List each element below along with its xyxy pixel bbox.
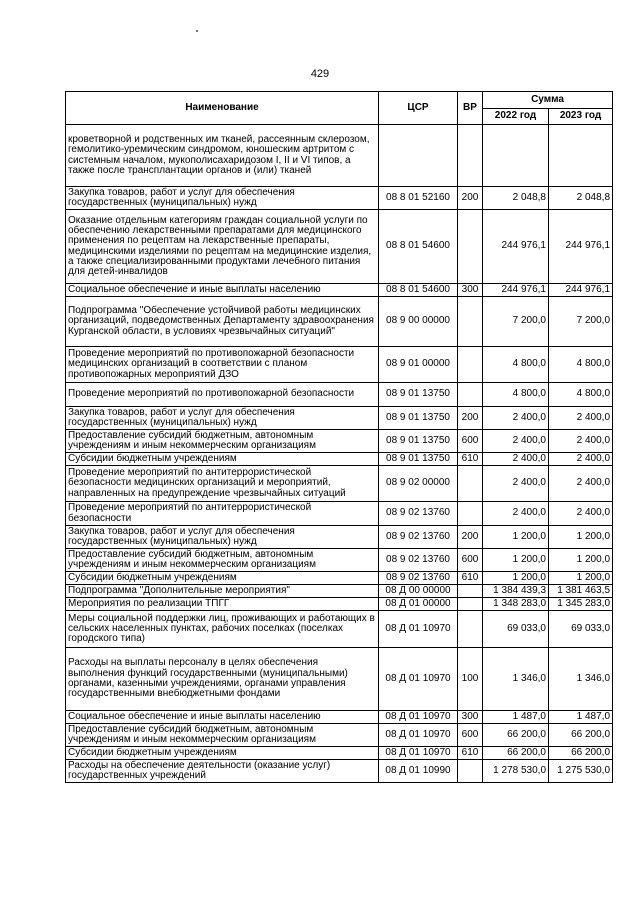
cell-sum-2022: 66 200,0 [483,724,549,747]
cell-sum-2022: 244 976,1 [483,284,549,297]
cell-sum-2022: 1 200,0 [483,549,549,572]
cell-name: кроветворной и родственных им тканей, рассеянным склерозом, гемолитико-уремическим синдромом, юношеским артритом с системным началом, мукополисахаридозом I, II и VI типов, а также после трансплантации органов и (или) тканей [66,125,379,187]
cell-sum-2022 [483,125,549,187]
table-row [66,187,613,210]
cell-name: Проведение мероприятий по противопожарной безопасности [66,383,379,407]
cell-vr: 300 [458,711,483,724]
cell-csr: 08 Д 00 00000 [379,585,458,598]
cell-sum-2023: 4 800,0 [549,347,613,383]
cell-vr [458,585,483,598]
table-row [66,572,613,585]
cell-sum-2022: 69 033,0 [483,611,549,648]
cell-name: Подпрограмма "Обеспечение устойчивой работы медицинских организаций, подведомственных Департаменту здравоохранения Курганской области, в условиях чрезвычайных ситуаций" [66,297,379,347]
header-year-2022: 2022 год [483,109,549,125]
table-row [66,585,613,598]
cell-name: Закупка товаров, работ и услуг для обеспечения государственных (муниципальных) нужд [66,526,379,549]
cell-csr: 08 9 02 13760 [379,572,458,585]
cell-name: Предоставление субсидий бюджетным, автономным учреждениям и иным некоммерческим организациям [66,430,379,453]
table-row [66,347,613,383]
cell-name: Социальное обеспечение и иные выплаты населению [66,711,379,724]
cell-sum-2023: 1 200,0 [549,549,613,572]
cell-csr: 08 Д 01 00000 [379,598,458,611]
cell-name: Подпрограмма "Дополнительные мероприятия" [66,585,379,598]
table-row [66,430,613,453]
cell-sum-2023: 2 400,0 [549,453,613,466]
cell-vr: 100 [458,648,483,711]
table-row [66,760,613,783]
cell-csr: 08 9 01 00000 [379,347,458,383]
cell-vr [458,466,483,502]
cell-sum-2023: 1 200,0 [549,572,613,585]
cell-csr: 08 9 02 13760 [379,502,458,526]
cell-sum-2023: 1 275 530,0 [549,760,613,783]
table-row [66,383,613,407]
cell-vr [458,125,483,187]
table-row [66,284,613,297]
cell-name: Субсидии бюджетным учреждениям [66,453,379,466]
budget-table [65,91,613,783]
cell-sum-2022: 2 400,0 [483,502,549,526]
table-row [66,747,613,760]
cell-sum-2023: 2 400,0 [549,502,613,526]
cell-name: Расходы на обеспечение деятельности (оказание услуг) государственных учреждений [66,760,379,783]
cell-name: Проведение мероприятий по противопожарной безопасности медицинских организаций в соответствии с планом противопожарных мероприятий ДЗО [66,347,379,383]
cell-sum-2023: 1 381 463,5 [549,585,613,598]
cell-sum-2023: 2 400,0 [549,430,613,453]
table-row [66,407,613,430]
table-header [66,92,613,125]
header-vr: ВР [458,92,483,125]
cell-vr: 610 [458,747,483,760]
cell-csr [379,125,458,187]
cell-name: Предоставление субсидий бюджетным, автономным учреждениям и иным некоммерческим организациям [66,724,379,747]
cell-sum-2023: 244 976,1 [549,210,613,284]
cell-csr: 08 Д 01 10970 [379,724,458,747]
cell-sum-2023: 244 976,1 [549,284,613,297]
cell-sum-2023: 7 200,0 [549,297,613,347]
cell-name: Проведение мероприятий по антитеррористической безопасности [66,502,379,526]
table-row [66,466,613,502]
cell-vr: 300 [458,284,483,297]
table-row [66,724,613,747]
cell-sum-2023: 2 048,8 [549,187,613,210]
cell-csr: 08 Д 01 10970 [379,747,458,760]
cell-csr: 08 8 01 54600 [379,284,458,297]
cell-sum-2023: 1 487,0 [549,711,613,724]
cell-name: Субсидии бюджетным учреждениям [66,572,379,585]
cell-sum-2023: 1 200,0 [549,526,613,549]
cell-sum-2023: 4 800,0 [549,383,613,407]
cell-name: Закупка товаров, работ и услуг для обеспечения государственных (муниципальных) нужд [66,187,379,210]
cell-csr: 08 Д 01 10990 [379,760,458,783]
cell-vr [458,502,483,526]
table-row [66,297,613,347]
cell-sum-2023 [549,125,613,187]
cell-vr: 200 [458,526,483,549]
cell-vr: 610 [458,572,483,585]
cell-vr [458,210,483,284]
table-row [66,711,613,724]
cell-vr [458,598,483,611]
cell-vr [458,297,483,347]
header-csr: ЦСР [379,92,458,125]
cell-name: Проведение мероприятий по антитеррористической безопасности медицинских организаций и мероприятий, направленных на предупреждение чрезвычайных ситуаций [66,466,379,502]
cell-sum-2023: 2 400,0 [549,407,613,430]
table-row [66,549,613,572]
cell-vr [458,760,483,783]
cell-csr: 08 8 01 52160 [379,187,458,210]
cell-csr: 08 Д 01 10970 [379,611,458,648]
table-row [66,210,613,284]
table-body [66,125,613,783]
cell-sum-2023: 69 033,0 [549,611,613,648]
table-row [66,611,613,648]
cell-sum-2022: 2 400,0 [483,466,549,502]
cell-csr: 08 9 02 13760 [379,526,458,549]
cell-sum-2022: 244 976,1 [483,210,549,284]
cell-sum-2022: 2 400,0 [483,453,549,466]
scan-speck [196,30,198,32]
cell-csr: 08 9 01 13750 [379,407,458,430]
cell-csr: 08 8 01 54600 [379,210,458,284]
cell-sum-2022: 1 348 283,0 [483,598,549,611]
header-sum: Сумма [483,92,613,109]
cell-sum-2022: 66 200,0 [483,747,549,760]
cell-name: Предоставление субсидий бюджетным, автономным учреждениям и иным некоммерческим организациям [66,549,379,572]
table-row [66,648,613,711]
cell-vr: 600 [458,430,483,453]
cell-name: Мероприятия по реализации ТПГГ [66,598,379,611]
cell-sum-2023: 66 200,0 [549,724,613,747]
cell-csr: 08 9 02 13760 [379,549,458,572]
cell-sum-2023: 1 345 283,0 [549,598,613,611]
cell-csr: 08 9 01 13750 [379,383,458,407]
cell-csr: 08 Д 01 10970 [379,648,458,711]
cell-vr [458,347,483,383]
cell-vr: 600 [458,724,483,747]
cell-name: Расходы на выплаты персоналу в целях обеспечения выполнения функций государственными (муниципальными) органами, казенными учреждениями, органами управления государственными внебюджетными фондами [66,648,379,711]
cell-name: Закупка товаров, работ и услуг для обеспечения государственных (муниципальных) нужд [66,407,379,430]
cell-csr: 08 Д 01 10970 [379,711,458,724]
table-row [66,526,613,549]
cell-sum-2022: 2 048,8 [483,187,549,210]
table-row [66,125,613,187]
cell-vr: 200 [458,407,483,430]
table-row [66,598,613,611]
cell-csr: 08 9 01 13750 [379,430,458,453]
cell-sum-2022: 1 278 530,0 [483,760,549,783]
cell-sum-2022: 4 800,0 [483,347,549,383]
cell-name: Оказание отдельным категориям граждан социальной услуги по обеспечению лекарственными препаратами для медицинского применения по рецептам на лекарственные препараты, медицинскими изделиями по рецептам на медицинские изделия, а также специализированными продуктами лечебного питания для детей-инвалидов [66,210,379,284]
table-row [66,502,613,526]
cell-csr: 08 9 02 00000 [379,466,458,502]
cell-sum-2022: 2 400,0 [483,407,549,430]
table-row [66,453,613,466]
cell-sum-2023: 66 200,0 [549,747,613,760]
cell-csr: 08 9 01 13750 [379,453,458,466]
cell-vr: 610 [458,453,483,466]
cell-vr: 200 [458,187,483,210]
cell-sum-2022: 1 384 439,3 [483,585,549,598]
cell-sum-2023: 2 400,0 [549,466,613,502]
cell-sum-2022: 4 800,0 [483,383,549,407]
page-number: 429 [310,68,330,80]
cell-vr: 600 [458,549,483,572]
cell-sum-2022: 1 200,0 [483,572,549,585]
cell-sum-2022: 2 400,0 [483,430,549,453]
cell-name: Меры социальной поддержки лиц, проживающих и работающих в сельских населенных пунктах, рабочих поселках (поселках городского типа) [66,611,379,648]
cell-vr [458,611,483,648]
header-year-2023: 2023 год [549,109,613,125]
cell-sum-2022: 1 200,0 [483,526,549,549]
cell-sum-2022: 1 487,0 [483,711,549,724]
cell-sum-2022: 7 200,0 [483,297,549,347]
header-name: Наименование [66,92,379,125]
cell-vr [458,383,483,407]
cell-sum-2023: 1 346,0 [549,648,613,711]
cell-csr: 08 9 00 00000 [379,297,458,347]
cell-sum-2022: 1 346,0 [483,648,549,711]
cell-name: Социальное обеспечение и иные выплаты населению [66,284,379,297]
cell-name: Субсидии бюджетным учреждениям [66,747,379,760]
